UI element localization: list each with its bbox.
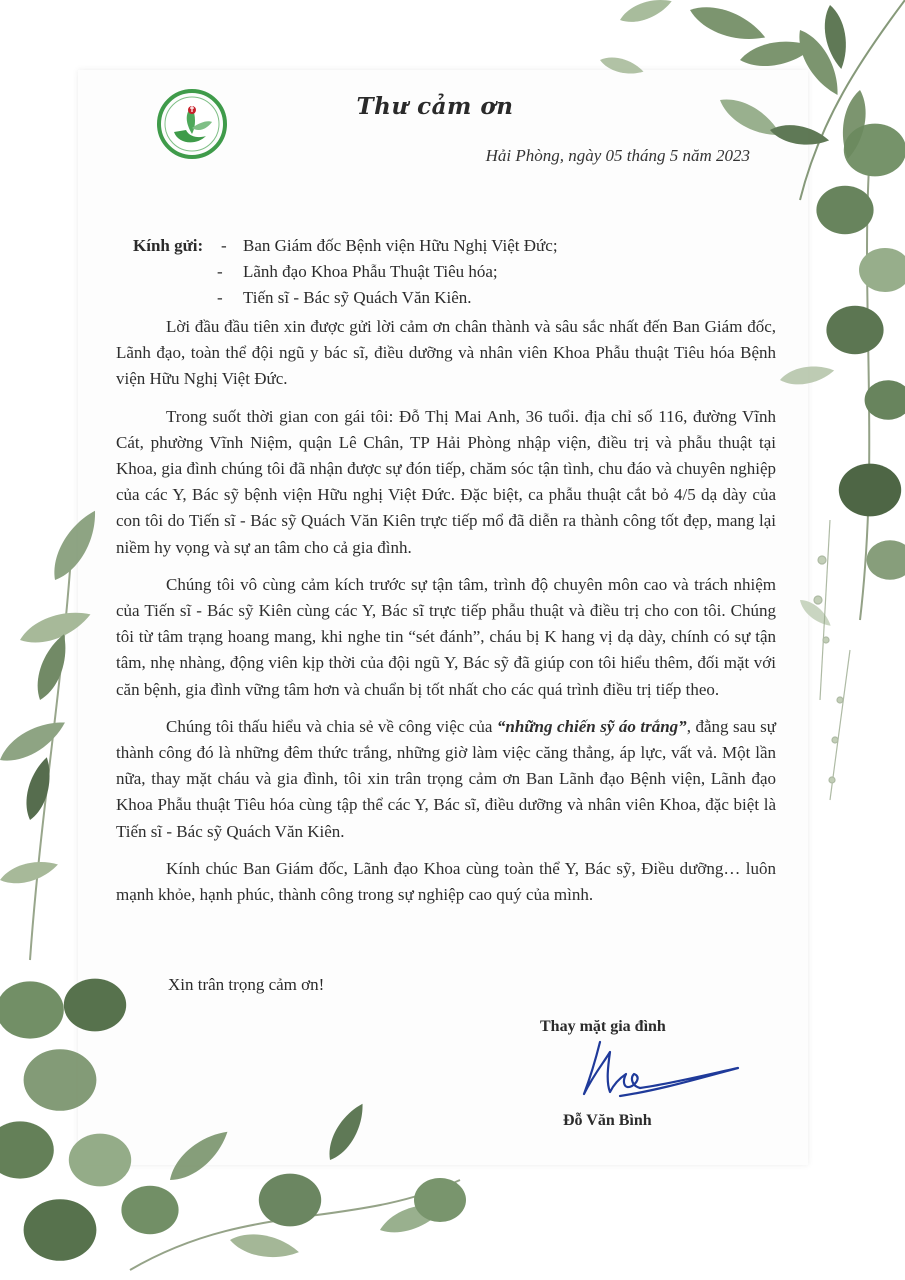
paragraph-text: Chúng tôi thấu hiểu và chia sẻ về công việc của [166,716,497,736]
paragraph: Chúng tôi vô cùng cảm kích trước sự tận tâm, trình độ chuyên môn cao và trách nhiệm của Tiến sĩ - Bác sỹ Kiên cùng các Y, Bác sĩ trực tiếp phẫu thuật và điều trị cho con tôi. Chúng tôi từ tâm trạng hoang mang, khi nghe tin “sét đánh”, cháu bị K hang vị dạ dày, chính có sự tận tâm, nhẹ nhàng, động viên kịp thời của đội ngũ Y, Bác sỹ đã giúp con tôi hiểu thêm, đối mặt với căn bệnh, gia đình vững tâm hơn và chuẩn bị tốt nhất cho các quá trình điều trị tiếp theo. [116,574,776,699]
letter-body [116,314,776,919]
paragraph: Kính chúc Ban Giám đốc, Lãnh đạo Khoa cùng toàn thể Y, Bác sỹ, Điều dưỡng… luôn mạnh khỏe, hạnh phúc, thành công trong sự nghiệp cao quý của mình. [116,858,776,905]
paragraph: Trong suốt thời gian con gái tôi: Đỗ Thị Mai Anh, 36 tuổi. địa chỉ số 116, đường Vĩnh Cát, phường Vĩnh Niệm, quận Lê Chân, TP Hải Phòng nhập viện, điều trị và phẫu thuật tại Khoa, gia đình chúng tôi đã nhận được sự đón tiếp, chăm sóc tận tình, chu đáo và chuyên nghiệp của các Y, Bác sỹ bệnh viện Hữu nghị Việt Đức. Đặc biệt, ca phẫu thuật cắt bỏ 4/5 dạ dày của con tôi do Tiến sĩ - Bác sỹ Quách Văn Kiên trực tiếp mổ đã diễn ra thành công tốt đẹp, mang lại niềm hy vọng và sự an tâm cho cả gia đình. [116,406,776,557]
hospital-logo [156,88,228,160]
handwritten-signature [560,1034,750,1104]
list-dash: - [221,236,227,255]
recipient-row [133,259,773,285]
recipients-block [133,233,773,311]
paragraph: Lời đầu đầu tiên xin được gửi lời cảm ơn chân thành và sâu sắc nhất đến Ban Giám đốc, Lãnh đạo, toàn thể đội ngũ y bác sĩ, điều dưỡng và nhân viên Khoa Phẫu thuật Tiêu hóa Bệnh viện Hữu Nghị Việt Đức. [116,317,776,389]
closing-line: Xin trân trọng cảm ơn! [168,975,325,994]
recipient-item: Lãnh đạo Khoa Phẫu Thuật Tiêu hóa; [243,262,498,281]
recipient-item: Tiến sĩ - Bác sỹ Quách Văn Kiên. [243,288,472,307]
letter-date: Hải Phòng, ngày 05 tháng 5 năm 2023 [485,146,750,165]
recipient-row [133,285,773,311]
signature-title: Thay mặt gia đình [540,1018,666,1035]
recipients-label: Kính gửi: [133,236,204,255]
letter-title: Thư cảm ơn [356,93,514,120]
paragraph [116,714,776,845]
recipient-item: Ban Giám đốc Bệnh viện Hữu Nghị Việt Đức; [243,236,558,255]
emphasis-text: “những chiến sỹ áo trắng” [496,716,687,736]
recipient-row [133,233,773,259]
paragraph-text: , đằng sau sự thành công đó là những đêm thức trắng, những giờ làm việc căng thẳng, áp lực, vất vả. Một lần nữa, thay mặt cháu và gia đình, tôi xin trân trọng cảm ơn Ban Lãnh đạo Bệnh viện, Lãnh đạo Khoa Phẫu thuật Tiêu hóa cùng tập thể các Y, Bác sĩ, điều dưỡng và nhân viên Khoa, đặc biệt là Tiến sĩ - Bác sỹ Quách Văn Kiên. [116,716,776,841]
signer-name: Đỗ Văn Bình [563,1112,652,1129]
list-dash: - [217,288,223,307]
list-dash: - [217,262,223,281]
